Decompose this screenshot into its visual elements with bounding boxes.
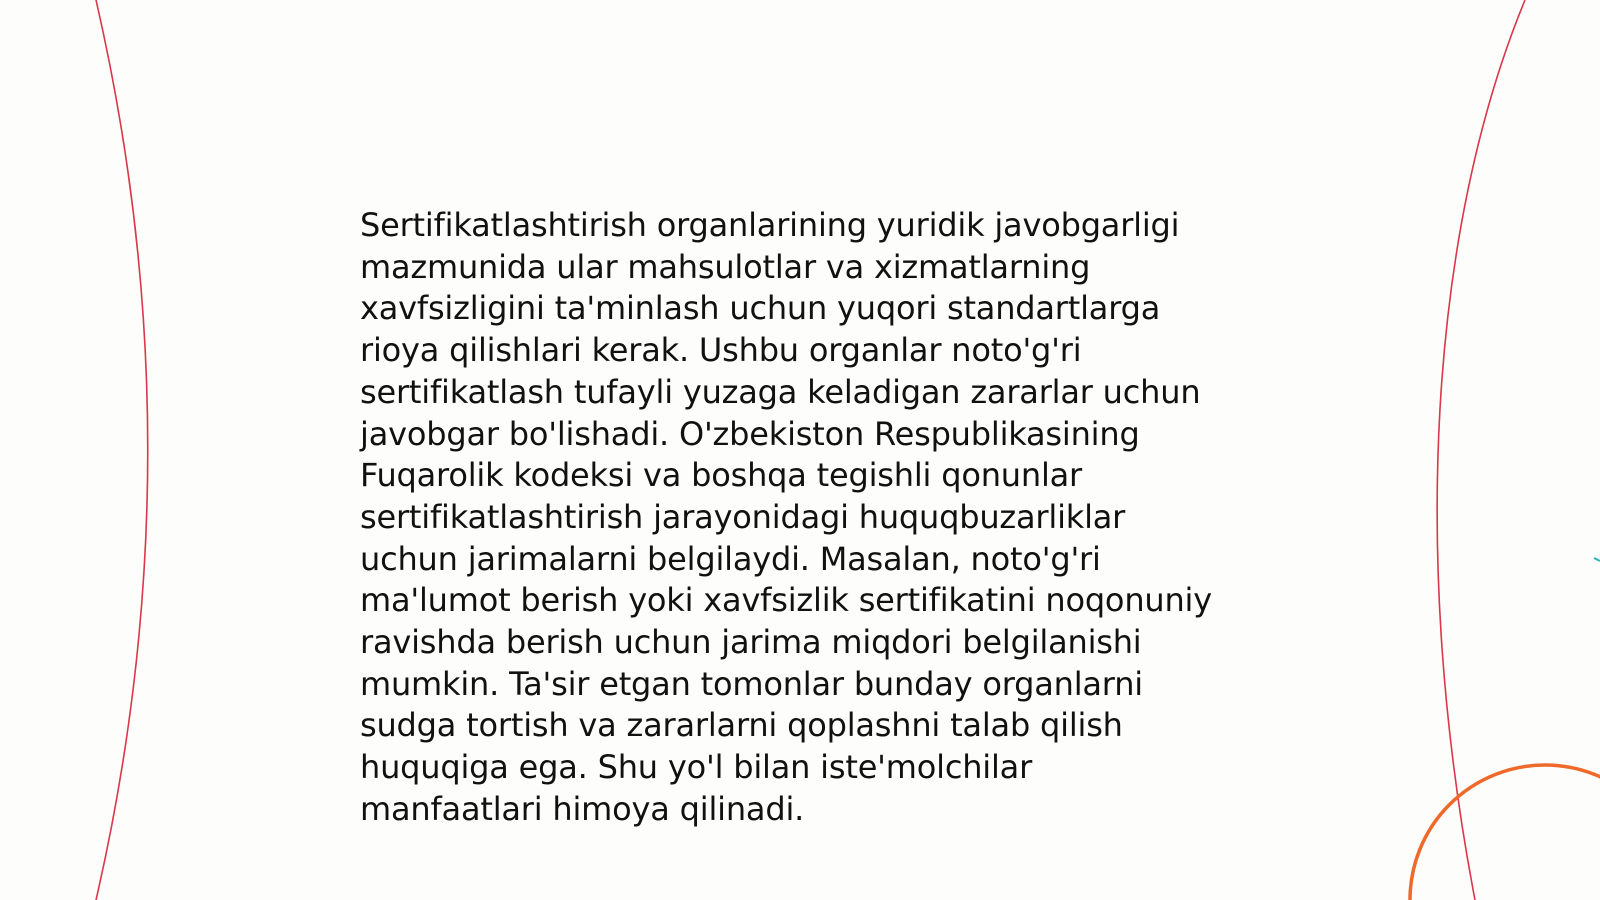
paragraph-line: mazmunida ular mahsulotlar va xizmatlarning <box>360 247 1091 286</box>
orange-accent-arc <box>1410 765 1600 900</box>
paragraph-line: Sertifikatlashtirish organlarining yuridik javobgarligi <box>360 206 1180 244</box>
paragraph-line: javobgar bo'lishadi. O'zbekiston Respublikasining <box>360 414 1140 453</box>
left-curve-line <box>96 0 148 900</box>
paragraph-line: huquqiga ega. Shu yo'l bilan iste'molchilar <box>360 748 1033 787</box>
teal-accent-mark <box>1594 558 1600 561</box>
paragraph-line: ravishda berish uchun jarima miqdori belgilanishi <box>360 623 1142 662</box>
paragraph-line: rioya qilishlari kerak. Ushbu organlar noto'g'ri <box>360 331 1082 370</box>
paragraph-line: ma'lumot berish yoki xavfsizlik sertifikatini noqonuniy <box>360 581 1212 620</box>
paragraph-line: uchun jarimalarni belgilaydi. Masalan, noto'g'ri <box>360 539 1101 578</box>
paragraph-line: sertifikatlash tufayli yuzaga keladigan zararlar uchun <box>360 372 1201 411</box>
paragraph-line: Fuqarolik kodeksi va boshqa tegishli qonunlar <box>360 456 1083 495</box>
paragraph-line: mumkin. Ta'sir etgan tomonlar bunday organlarni <box>360 664 1143 703</box>
paragraph-line: xavfsizligini ta'minlash uchun yuqori standartlarga <box>360 289 1161 328</box>
paragraph-line: manfaatlari himoya qilinadi. <box>360 789 805 828</box>
body-paragraph <box>360 205 1260 831</box>
right-curve-line <box>1437 0 1525 900</box>
paragraph-line: sudga tortish va zararlarni qoplashni talab qilish <box>360 706 1123 745</box>
paragraph-line: sertifikatlashtirish jarayonidagi huquqbuzarliklar <box>360 497 1126 536</box>
